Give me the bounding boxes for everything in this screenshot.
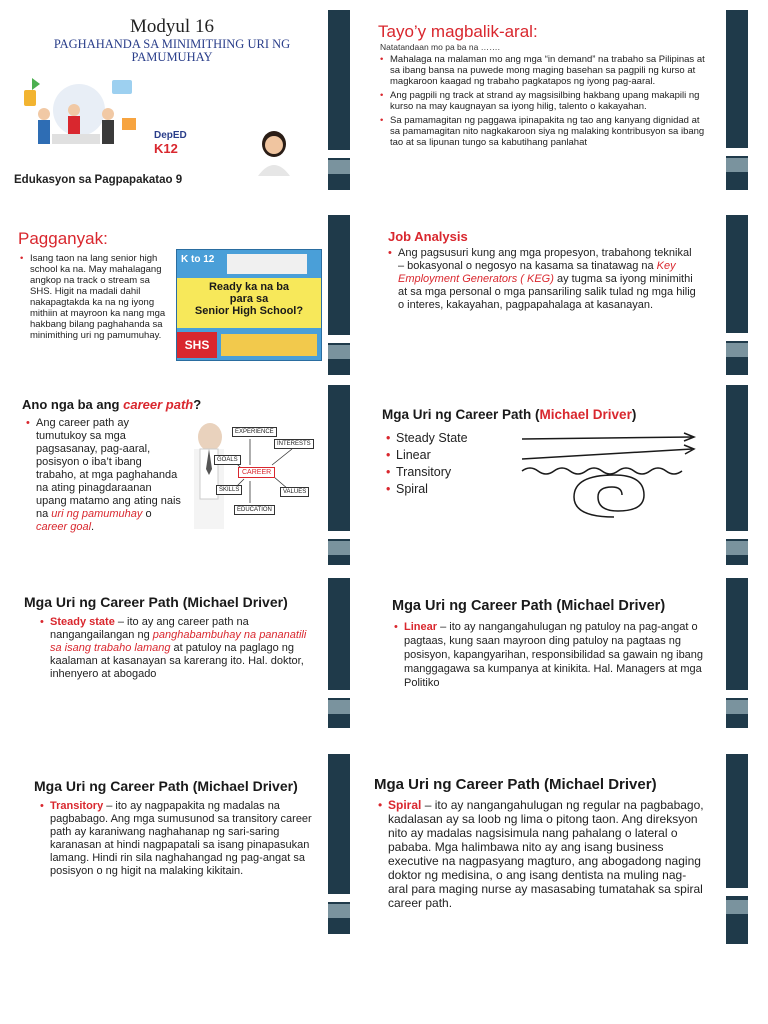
slide-3-pagganyak bbox=[12, 215, 350, 375]
career-type-item: • Linear bbox=[386, 448, 506, 462]
slide-title: Tayo’y magbalik-aral: bbox=[378, 22, 538, 41]
slide-side-bar bbox=[328, 10, 350, 190]
slide-7-steady-state bbox=[12, 578, 350, 728]
slide-title: Mga Uri ng Career Path (Michael Driver) bbox=[374, 776, 657, 793]
slide-5-career-path bbox=[12, 385, 350, 565]
deped-logo: DepED K12 bbox=[154, 130, 187, 156]
career-path-shapes bbox=[512, 429, 702, 519]
review-item: • Ang pagpili ng track at strand ay magsisilbing hakbang upang makapili ng kurso na may kaugnayan sa iyong hilig, talento o kakayahan. bbox=[380, 90, 710, 112]
job-analysis-item: • Ang pagsusuri kung ang mga propesyon, trabahong teknikal – bokasyonal o negosyo na kasama sa tinatawag na Key Employment Generators ( KEG) ay tugma sa iyong minimithi at sa mga personal o mga pansariling salik tulad ng mga hilig o interes, kakayahan, pagpapahalaga at kasanayan. bbox=[388, 247, 698, 312]
career-diagram: EXPERIENCE INTERESTS GOALS CAREER SKILLS VALUES EDUCATION bbox=[184, 419, 320, 529]
teacher-photo bbox=[252, 128, 296, 176]
slide-title: Mga Uri ng Career Path (Michael Driver) bbox=[392, 598, 666, 614]
review-intro: Natatandaan mo pa ba na ……. bbox=[380, 42, 501, 52]
slide-side-bar bbox=[726, 578, 748, 728]
subject-label: Edukasyon sa Pagpapakatao 9 bbox=[14, 174, 183, 186]
slide-side-bar bbox=[328, 578, 350, 728]
slide-side-bar bbox=[328, 385, 350, 565]
slide-title: Pagganyak: bbox=[18, 229, 108, 248]
linear-item: • Linear – ito ay nangangahulugan ng patuloy na pag-angat o pagtaas, kung saan mayroon ding patuloy na pagtaas ng posisyon, kapangyarihan, responsibilidad sa gawain ng ibang manggagawa sa kumpanya at kinikita. Hal. Managers at mga Politiko bbox=[394, 620, 712, 690]
slide-side-bar bbox=[726, 754, 748, 944]
module-title: Modyul 16 bbox=[130, 16, 214, 37]
shs-poster: K to 12 Ready ka na ba para sa Senior High School? SHS bbox=[176, 249, 322, 361]
pagganyak-item: • Isang taon na lang senior high school ka na. May mahalagang angkop na track o stream sa SHS. Higit na madali dahil nakapagtakda ka na ng iyong mithiin at mayroon ka nang mga hakbang bilang paghahanda sa minimithing uri ng pamumuhay. bbox=[20, 253, 170, 341]
slide-title: Ano nga ba ang career path? bbox=[22, 397, 202, 412]
career-type-item: • Transitory bbox=[386, 465, 506, 479]
career-type-item: • Spiral bbox=[386, 482, 506, 496]
module-subtitle: PAGHAHANDA SA MINIMITHING URI NG PAMUMUHAY bbox=[53, 37, 291, 64]
slide-side-bar bbox=[726, 385, 748, 565]
business-illustration bbox=[12, 70, 147, 162]
slide-title: Mga Uri ng Career Path (Michael Driver) bbox=[24, 594, 288, 610]
slide-2-review bbox=[372, 10, 748, 190]
transitory-item: • Transitory – ito ay nagpapakita ng madalas na pagbabago. Ang mga sumusunod sa transitory career path ay karaniwang naghahanap ng sari-saring karanasan at hindi nagpapatali sa isang pinapasukan lamang. Hindi rin sila naghahangad ng pag-angat sa posisyon o ng higit na malaking kikitain. bbox=[40, 800, 316, 878]
slide-side-bar bbox=[726, 10, 748, 190]
slide-title: Mga Uri ng Career Path (Michael Driver) bbox=[382, 407, 637, 422]
slide-8-linear bbox=[372, 578, 748, 728]
slide-side-bar bbox=[328, 215, 350, 375]
slide-side-bar bbox=[328, 754, 350, 934]
slide-title: Job Analysis bbox=[388, 229, 468, 244]
slide-4-job-analysis bbox=[372, 215, 748, 375]
career-path-definition: • Ang career path ay tumutukoy sa mga pagsasanay, pag-aaral, posisyon o iba’t ibang trabaho, at mga paghahanda na ating pinagdaraanan upang matamo ang ating nais na uri ng pamumuhay o career goal. bbox=[26, 417, 182, 534]
slide-6-career-types bbox=[372, 385, 748, 565]
career-type-item: • Steady State bbox=[386, 431, 506, 445]
review-item: • Mahalaga na malaman mo ang mga “in demand” na trabaho sa Pilipinas at sa ibang bansa na puwede mong maging basehan sa pagpili ng kurso at magkaroon kaagad ng trabaho pagkatapos ng iyong pag-aaral. bbox=[380, 54, 710, 87]
slide-9-transitory bbox=[12, 754, 350, 934]
review-item: • Sa pamamagitan ng paggawa ipinapakita ng tao ang kanyang dignidad at sa pamamagitan nito nagkakaroon siya ng malaking kontribusyon sa ibang tao at sa lipunan tungo sa kabutihang panlahat bbox=[380, 115, 710, 148]
spiral-item: • Spiral – ito ay nangangahulugan ng regular na pagbabago, kadalasan ay sa loob ng lima o pitong taon. Ang direksyon nito ay madalas nagsisimula nang pahalang o lateral o pababa. Mga halimbawa nito ay ang isang business executive na nagpasyang magturo, ang abogadong naging doktor ng medisina, o ang isang dentista na muling nag-aral para maging nurse ay masasabing tumatahak sa spiral career path. bbox=[378, 798, 704, 910]
steady-state-item: • Steady state – ito ay ang career path na nangangailangan ng panghabambuhay na pananatili sa isang trabaho lamang at patuloy na paglago ng kaalaman at kasanayan sa karerang ito. Hal. doktor, inhenyero at abogado bbox=[40, 616, 312, 681]
slide-10-spiral bbox=[372, 754, 748, 944]
slide-side-bar bbox=[726, 215, 748, 375]
slide-title: Mga Uri ng Career Path (Michael Driver) bbox=[34, 778, 298, 794]
slide-1-title bbox=[12, 10, 350, 190]
